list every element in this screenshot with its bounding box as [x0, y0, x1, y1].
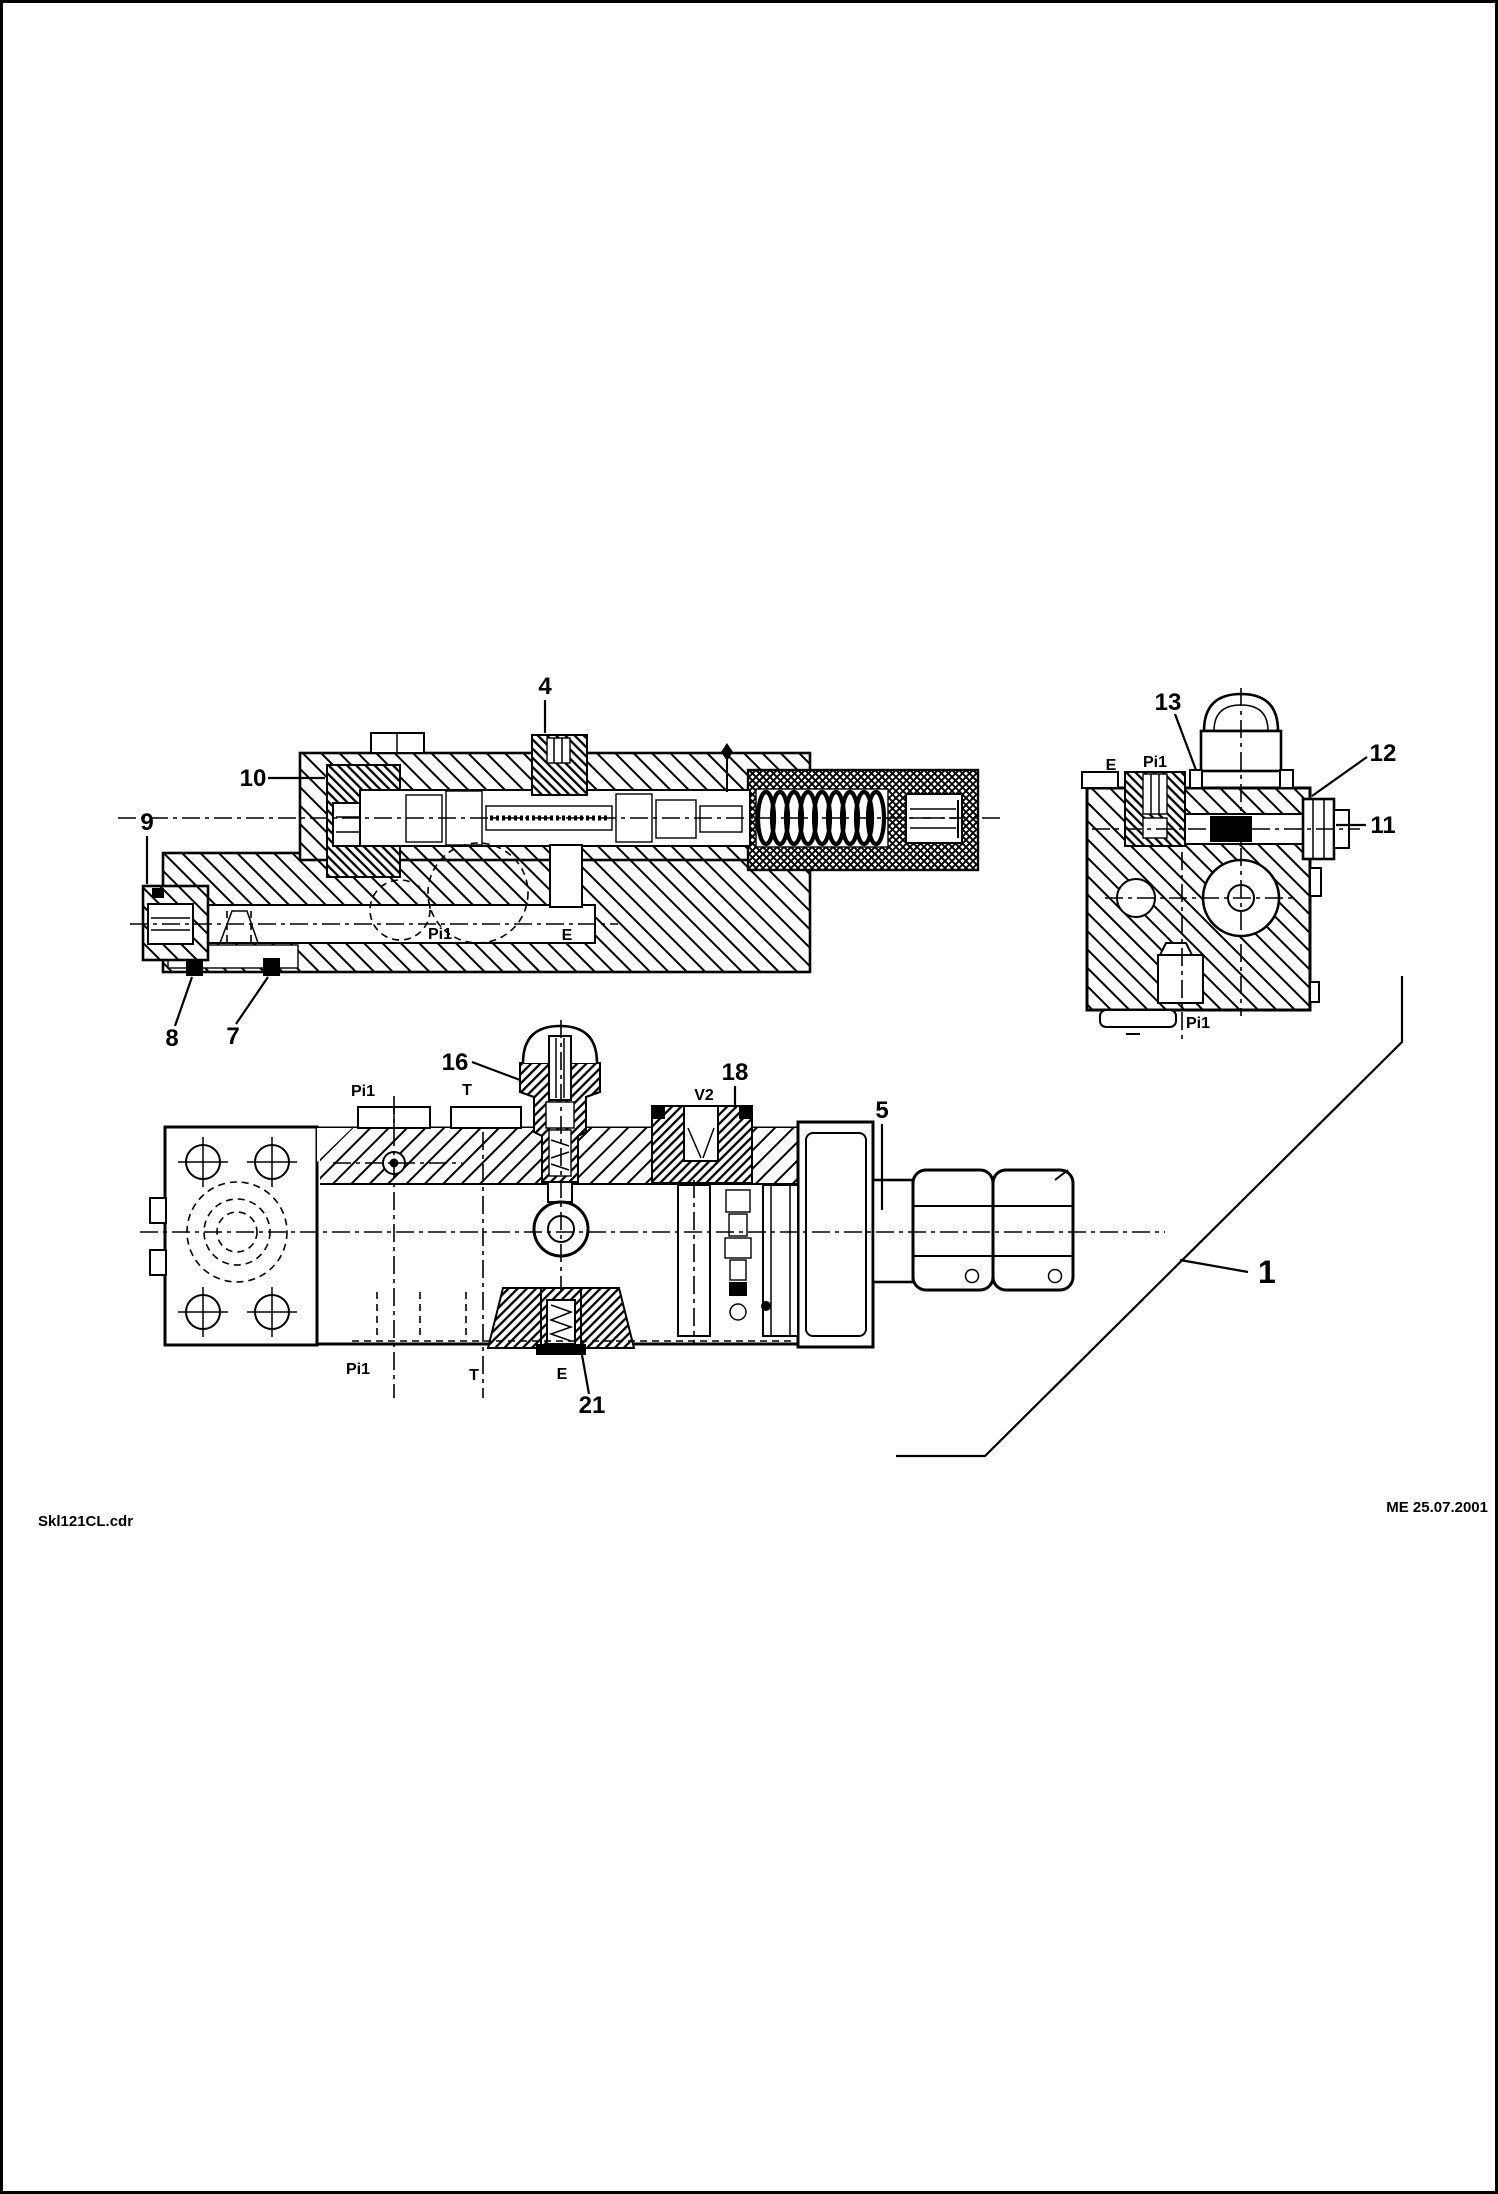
- date-stamp: ME 25.07.2001: [1386, 1499, 1488, 1516]
- callout-4: [538, 673, 552, 733]
- callout-18: [722, 1059, 749, 1108]
- callout-10-label: 10: [239, 765, 267, 792]
- end-view: [1082, 688, 1396, 1040]
- callout-16: [442, 1049, 520, 1080]
- callout-11-label: 11: [1370, 812, 1396, 839]
- callout-13-label: 13: [1154, 689, 1182, 716]
- port-label-pi1-bottom: Pi1: [1185, 1015, 1211, 1032]
- port-label-pi1-top: Pi1: [1142, 754, 1168, 771]
- right-edge-tab: [1310, 982, 1319, 1002]
- port-label-pi1-bottom: Pi1: [345, 1361, 371, 1378]
- e-riser-passage: [550, 845, 582, 907]
- callout-12: [1312, 740, 1396, 796]
- port-label-e: E: [561, 927, 573, 944]
- top-mounting-tab: [371, 733, 424, 753]
- drain-plug-21: [488, 1288, 634, 1355]
- file-label: Skl121CL.cdr: [38, 1513, 134, 1530]
- top-plug-4: [532, 735, 587, 795]
- callout-8-label: 8: [165, 1025, 179, 1052]
- callout-5-label: 5: [875, 1097, 889, 1124]
- hex-fitting-5: [913, 1170, 1073, 1290]
- callout-16-label: 16: [441, 1049, 469, 1076]
- seal-7: [263, 958, 280, 976]
- callout-12-label: 12: [1369, 740, 1397, 767]
- dome-cap-13: [1190, 694, 1293, 788]
- port-label-t-top: T: [462, 1082, 472, 1099]
- fitting-neck: [873, 1180, 913, 1282]
- callout-9-label: 9: [140, 809, 154, 836]
- port-label-e: E: [1105, 757, 1117, 774]
- port-label-pi1-top: Pi1: [350, 1083, 376, 1100]
- pilot-pocket: [1125, 772, 1185, 846]
- port-label-pi1: Pi1: [427, 926, 453, 943]
- callout-21: [579, 1355, 606, 1419]
- sheet-border: [2, 2, 1497, 2193]
- callout-8: [165, 977, 192, 1052]
- callout-18-label: 18: [721, 1059, 749, 1086]
- callout-1-label: 1: [1258, 1254, 1276, 1290]
- end-plug-9: [143, 886, 208, 960]
- port-label-t-bottom: T: [469, 1367, 479, 1384]
- port-label-e: E: [556, 1366, 568, 1383]
- t-port-boss: [451, 1107, 521, 1128]
- callout-7: [226, 977, 268, 1050]
- callout-21-label: 21: [578, 1392, 606, 1419]
- side-section-view: [118, 673, 1000, 1052]
- callout-7-label: 7: [226, 1023, 240, 1050]
- v2-port-block: [652, 1106, 752, 1183]
- mounting-flange: [150, 1127, 317, 1345]
- callout-9: [140, 809, 153, 884]
- right-edge-tab: [1310, 868, 1321, 896]
- top-left-tab: [1082, 772, 1118, 788]
- callout-4-label: 4: [538, 673, 552, 700]
- plan-view: [140, 1020, 1165, 1419]
- port-label-v2: V2: [694, 1087, 714, 1104]
